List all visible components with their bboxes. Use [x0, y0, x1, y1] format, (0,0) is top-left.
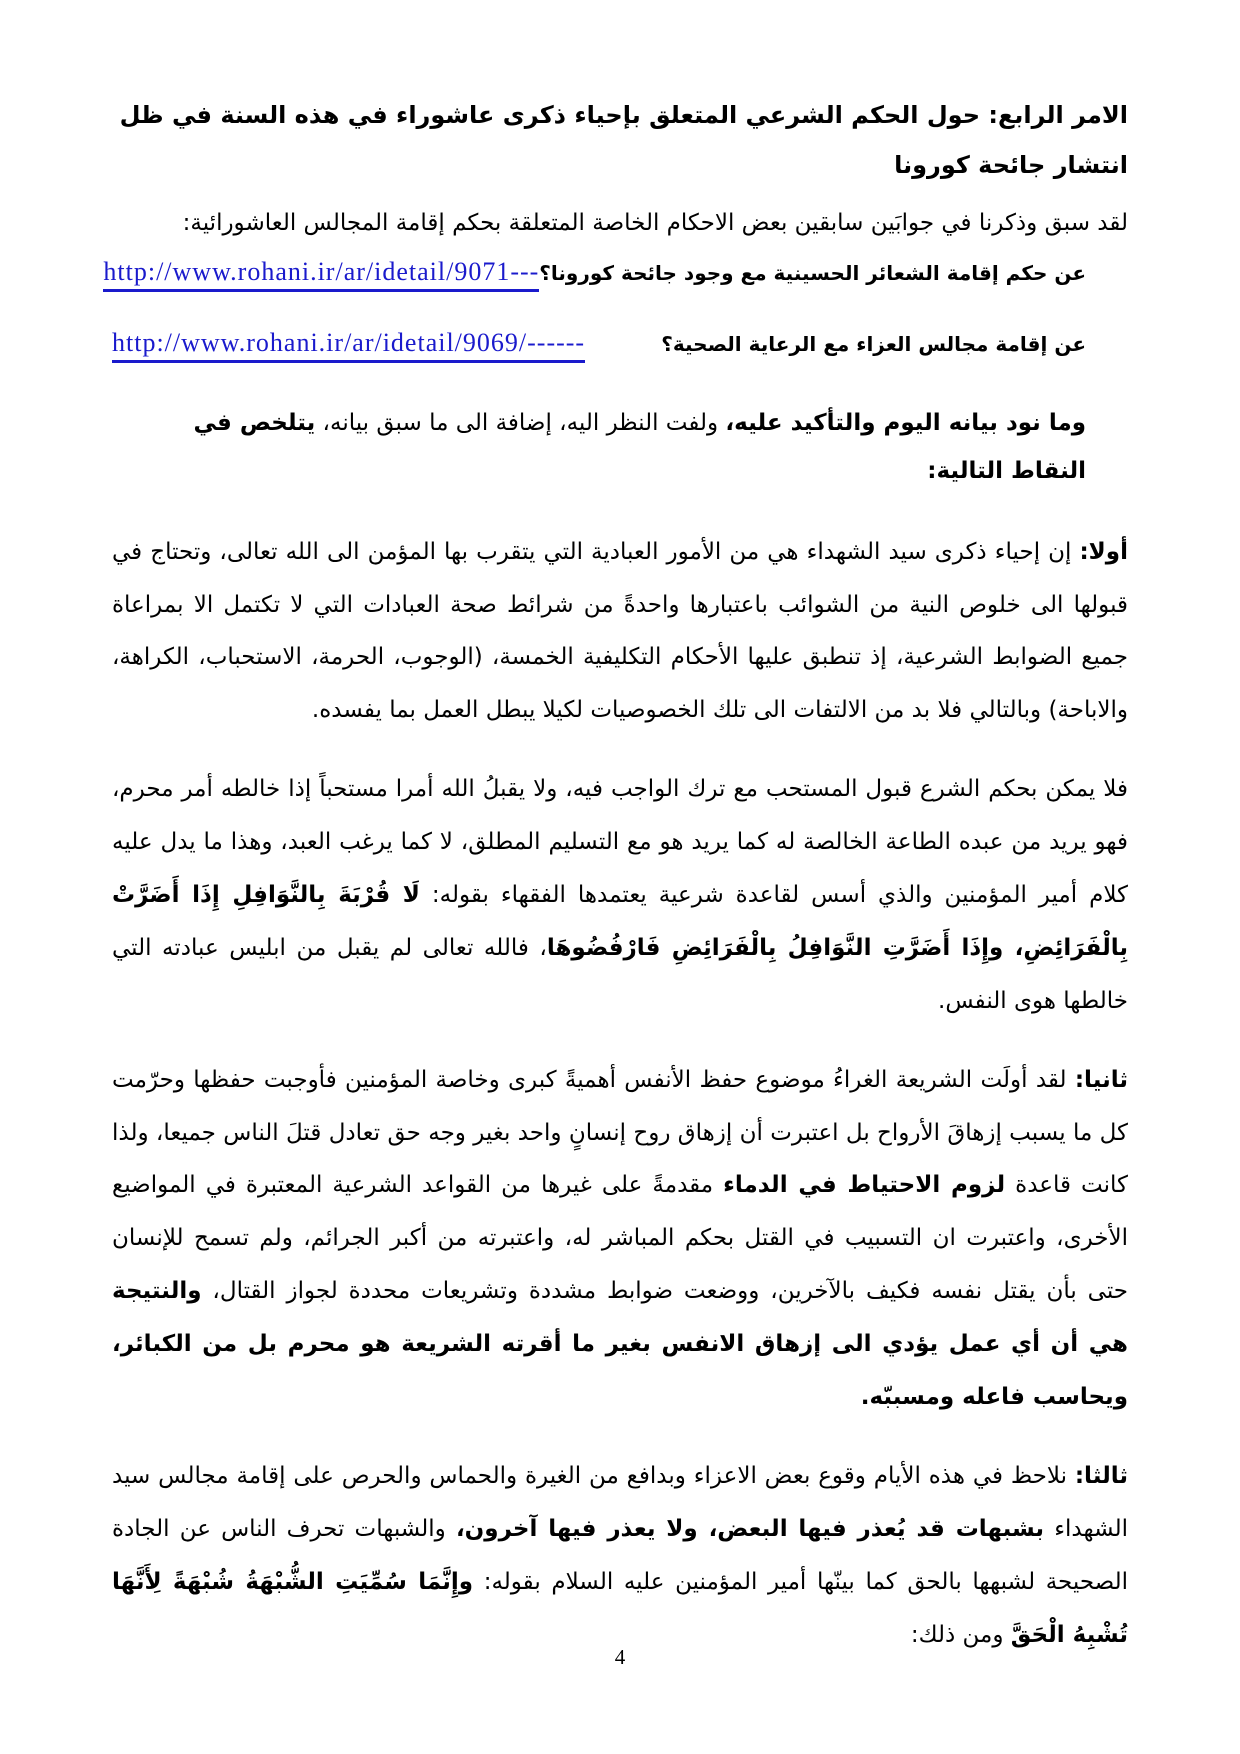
hadith-quote-shubha: وإِنَّمَا سُمِّيَتِ الشُّبْهَةُ شُبْهَةً لِأَنَّهَا تُشْبِهُ الْحَقَّ: [112, 1568, 1128, 1648]
question-text-2: عن إقامة مجالس العزاء مع الرعاية الصحية؟: [661, 332, 1086, 357]
summary-paragraph: [112, 399, 1128, 496]
summary-bold-lead: وما نود بيانه اليوم والتأكيد عليه،: [725, 410, 1086, 437]
intro-paragraph: لقد سبق وذكرنا في جوابَين سابقين بعض الاحكام الخاصة المتعلقة بحكم إقامة المجالس العاشورائية:: [182, 209, 1128, 236]
paragraph-third-run-3: ومن ذلك:: [910, 1621, 1011, 1648]
paragraph-first-label: أولا:: [1079, 538, 1128, 565]
paragraph-third-label: ثالثا:: [1074, 1462, 1128, 1489]
paragraph-first-cont-tail: ، فالله تعالى لم يقبل من ابليس عبادته التي خالطها هوى النفس.: [112, 934, 1128, 1014]
question-text-1: عن حكم إقامة الشعائر الحسينية مع وجود جائحة كورونا؟: [539, 261, 1086, 286]
paragraph-second-label: ثانيا:: [1074, 1066, 1128, 1093]
paragraph-third-bold-1: بشبهات قد يُعذر فيها البعض، ولا يعذر فيها آخرون،: [455, 1515, 1045, 1542]
paragraph-second-run-1: لقد أولَت الشريعة الغراءُ موضوع حفظ الأنفس أهميةً كبرى وخاصة المؤمنين فأوجبت حفظها وحرّمت كل ما يسبب إزهاقَ الأرواح بل اعتبرت أن إزهاق روح إنسانٍ واحد بغير وجه حق تعادل قتلَ الناس جميعا، ولذا كانت قاعدة: [112, 1066, 1128, 1199]
page-number: 4: [614, 1645, 626, 1669]
paragraph-second-bold-2: والنتيجة هي أن أي عمل يؤدي الى إزهاق الانفس بغير ما أقرته الشريعة هو محرم بل من الكبائر، ويحاسب فاعله ومسببّه.: [112, 1278, 1128, 1411]
paragraph-third: [112, 1450, 1128, 1662]
paragraph-first-cont-lead: فلا يمكن بحكم الشرع قبول المستحب مع ترك الواجب فيه، ولا يقبلُ الله أمرا مستحباً إذا خالطه أمر محرم، فهو يريد من عبده الطاعة الخالصة له كما يريد هو مع التسليم المطلق، لا كما يرغب العبد، وهذا ما يدل عليه كلام أمير المؤمنين والذي أسس لقاعدة شرعية يعتمدها الفقهاء بقوله:: [112, 776, 1128, 909]
hyperlink-1[interactable]: http://www.rohani.ir/ar/idetail/9071---: [103, 257, 539, 292]
summary-middle: ولفت النظر اليه، إضافة الى ما سبق بيانه،: [315, 410, 726, 437]
summary-bold-tail: يتلخص في النقاط التالية:: [193, 410, 1086, 485]
paragraph-third-run-1: نلاحظ في هذه الأيام وقوع بعض الاعزاء وبدافع من الغيرة والحماس والحرص على إقامة مجالس سيد الشهداء: [112, 1462, 1129, 1542]
paragraph-second-bold-1: لزوم الاحتياط في الدماء: [723, 1172, 1006, 1199]
question-link-row-1: [103, 257, 1128, 292]
paragraph-third-run-2: والشبهات تحرف الناس عن الجادة الصحيحة لشبهها بالحق كما بينّها أمير المؤمنين عليه السلام بقوله:: [112, 1515, 1129, 1595]
section-heading: الامر الرابع: حول الحكم الشرعي المتعلق بإحياء ذكرى عاشوراء في هذه السنة في ظل انتشار جائحة كورونا: [119, 101, 1128, 180]
document-content: [103, 90, 1129, 1687]
paragraph-first: [112, 526, 1128, 738]
paragraph-second: [112, 1054, 1128, 1424]
hyperlink-2[interactable]: http://www.rohani.ir/ar/idetail/9069/------: [112, 328, 585, 363]
hadith-quote-nawafil: لَا قُرْبَةَ بِالنَّوَافِلِ إِذَا أَضَرَّتْ بِالْفَرَائِضِ، وإِذَا أَضَرَّتِ النَّوَافِلُ بِالْفَرَائِضِ فَارْفُضُوهَا: [112, 882, 1128, 961]
paragraph-second-run-2: مقدمةً على غيرها من القواعد الشرعية المعتبرة في المواضيع الأخرى، واعتبرت ان التسبيب في القتل بحكم المباشر له، واعتبرته من أكبر الجرائم، ولم تسمح للإنسان حتى بأن يقتل نفسه فكيف بالآخرين، ووضعت ضوابط مشددة وتشريعات محددة لجواز القتال،: [112, 1172, 1128, 1305]
paragraph-first-body: إن إحياء ذكرى سيد الشهداء هي من الأمور العبادية التي يتقرب بها المؤمن الى الله تعالى، وتحتاج في قبولها الى خلوص النية من الشوائب باعتبارها واحدةً من شرائط صحة العبادات التي لا تكتمل الا بمراعاة جميع الضوابط الشرعية، إذ تنطبق عليها الأحكام التكليفية الخمسة، (الوجوب، الحرمة، الاستحباب، الكراهة، والاباحة) وبالتالي فلا بد من الالتفات الى تلك الخصوصيات لكيلا يبطل العمل بما يفسده.: [112, 538, 1128, 724]
question-link-row-2: [112, 328, 1128, 363]
paragraph-first-continuation: [112, 763, 1128, 1027]
